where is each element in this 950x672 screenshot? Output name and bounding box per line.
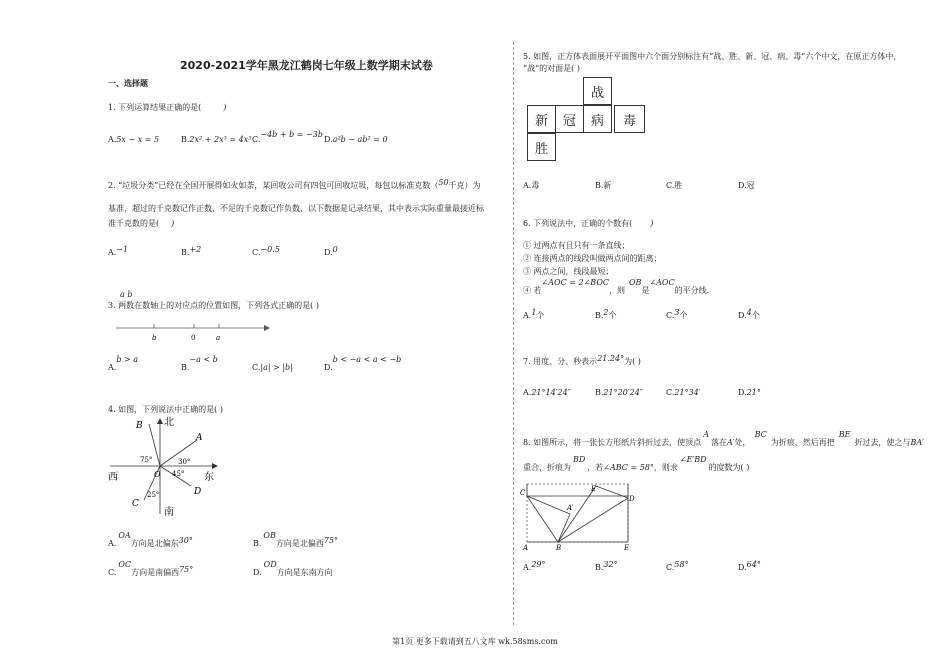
q7-option-d[interactable]: D.21° (738, 388, 761, 397)
q5-cell-zhan: 战 (583, 77, 612, 105)
q4-option-c[interactable]: C.OC方向是南偏西75° (108, 560, 194, 577)
q4-north-label: 北 (164, 417, 174, 428)
page-title: 2020-2021学年黑龙江鹤岗七年级上数学期末试卷 (180, 59, 433, 72)
q5-cell-sheng: 胜 (527, 133, 556, 161)
q3-option-b[interactable]: B.−a < b (181, 355, 218, 372)
q8-point-c: C (520, 489, 526, 497)
q4-angle-45: 45° (172, 470, 185, 478)
q6-option-a[interactable]: A.1个 (523, 308, 545, 320)
q4-east-label: 东 (204, 472, 214, 483)
q4-angle-30: 30° (178, 458, 191, 466)
q4-option-b[interactable]: B.OB方向是北偏西75° (253, 531, 339, 548)
q6-statement-4: ④ 若∠AOC = 2∠BOC，则OB是∠AOC的平分线. (523, 278, 710, 295)
q3-option-d[interactable]: D.b < −a < a < −b (324, 355, 402, 372)
q5-option-b[interactable]: B.新 (595, 181, 612, 190)
q8-point-a1: A′ (567, 504, 574, 512)
q3-number-line (112, 318, 272, 344)
q4-point-o: O (154, 470, 161, 479)
q2-line1: 2. “垃圾分类”已经在全国开展得如火如荼，某回收公司有四包可回收垃圾，每包以标准克数（50千克）为 (108, 178, 481, 190)
q8-line2: 重合，折痕为BD，若∠ABC = 58°，则求∠E′BD的度数为( ) (523, 455, 750, 472)
q3-vars: a b (120, 290, 133, 299)
q5-option-c[interactable]: C.胜 (666, 181, 683, 190)
q6-statement-2: ② 连接两点的线段叫做两点间的距离； (523, 254, 662, 263)
q1-option-b[interactable]: B.2x² + 2x³ = 4x⁵ (181, 135, 252, 144)
q8-point-e: E (624, 544, 630, 552)
q1-option-a[interactable]: A.5x − x = 5 (108, 135, 160, 144)
q5-cell-du: 毒 (614, 105, 645, 133)
q5-line1: 5. 如图，正方体表面展开平面图中六个面分别标注有“战、胜、新、冠、病、毒”六个中文，在原正方体中， (523, 52, 902, 61)
q4-option-a[interactable]: A.OA方向是北偏东30° (108, 531, 193, 548)
q8-option-d[interactable]: D.64° (738, 560, 761, 572)
q4-point-b: B (136, 421, 143, 431)
q4-point-a: A (196, 433, 203, 443)
q2-option-a[interactable]: A.−1 (108, 245, 129, 257)
q8-point-d: D (629, 495, 635, 503)
q8-option-b[interactable]: B.32° (595, 560, 618, 572)
q6-statement-3: ③ 两点之间，线段最短； (523, 267, 614, 276)
q4-point-d: D (194, 487, 202, 497)
q7-stem: 7. 用度、分、秒表示21.24°为( ) (523, 354, 641, 366)
q4-option-d[interactable]: D.OD方向是东南方向 (253, 560, 333, 577)
q5-option-a[interactable]: A.毒 (523, 181, 540, 190)
q3-option-c[interactable]: C.|a| > |b| (252, 363, 293, 372)
q3-label-0: 0 (191, 334, 196, 342)
q2-option-b[interactable]: B.+2 (181, 245, 202, 257)
q2-line3: 准千克数的是( ) (108, 219, 175, 228)
q3-label-b: b (152, 334, 157, 342)
q7-option-c[interactable]: C.21°34′ (666, 388, 701, 397)
q5-line2: “战”的对面是( ) (523, 64, 580, 73)
q4-compass-figure (104, 414, 224, 522)
q1-option-c[interactable]: C.−4b + b = −3b (252, 130, 323, 144)
q4-angle-25: 25° (147, 491, 160, 499)
q2-option-c[interactable]: C.−0.5 (252, 245, 280, 257)
q8-point-e1: E′ (591, 485, 598, 493)
q1-stem: 1. 下列运算结果正确的是( ) (108, 103, 227, 112)
column-divider (513, 42, 514, 625)
q2-option-d[interactable]: D.0 (324, 245, 338, 257)
q6-option-c[interactable]: C.3个 (666, 308, 688, 320)
q2-line2: 基准，超过的千克数记作正数，不足的千克数记作负数，以下数据是记录结果，其中表示实际重量最接近标 (108, 204, 484, 213)
q8-point-b: B (556, 544, 562, 552)
q5-cell-xin: 新 (527, 105, 556, 133)
q5-cell-bing: 病 (583, 105, 612, 133)
q3-label-a: a (216, 334, 221, 342)
section-heading: 一、选择题 (108, 79, 148, 88)
q8-option-c[interactable]: C.58° (666, 560, 689, 572)
q6-option-b[interactable]: B.2个 (595, 308, 617, 320)
q4-angle-75: 75° (140, 456, 153, 464)
q6-stem: 6. 下列说法中，正确的个数有( ) (523, 219, 654, 228)
q8-line1: 8. 如图所示，将一张长方形纸片斜折过去，使顶点A落在A′处，BC为折痕，然后再把BE折过去，使之与BA′ (523, 430, 924, 447)
q4-stem: 4. 如图，下列说法中正确的是( ) (108, 405, 223, 414)
q8-point-a: A (523, 544, 529, 552)
q3-stem: 3. 两数在数轴上的对应点的位置如图，下列各式正确的是( ) (108, 301, 319, 310)
q3-option-a[interactable]: A.b > a (108, 355, 139, 372)
q4-point-c: C (132, 499, 139, 509)
page-footer: 第1页 更多下载请到五八文库 wk.58sms.com (392, 637, 558, 646)
q6-statement-1: ① 过两点有且只有一条直线； (523, 241, 630, 250)
q4-west-label: 西 (108, 472, 118, 483)
q1-option-d[interactable]: D.a²b − ab² = 0 (324, 135, 388, 144)
q7-option-b[interactable]: B.21°20′24″ (595, 388, 643, 397)
q5-cell-guan: 冠 (555, 105, 584, 133)
q7-option-a[interactable]: A.21°14′24″ (523, 388, 571, 397)
q4-south-label: 南 (164, 507, 174, 518)
q8-option-a[interactable]: A.29° (523, 560, 546, 572)
q8-folding-figure (518, 478, 638, 552)
q6-option-d[interactable]: D.4个 (738, 308, 760, 320)
q5-option-d[interactable]: D.冠 (738, 181, 755, 190)
